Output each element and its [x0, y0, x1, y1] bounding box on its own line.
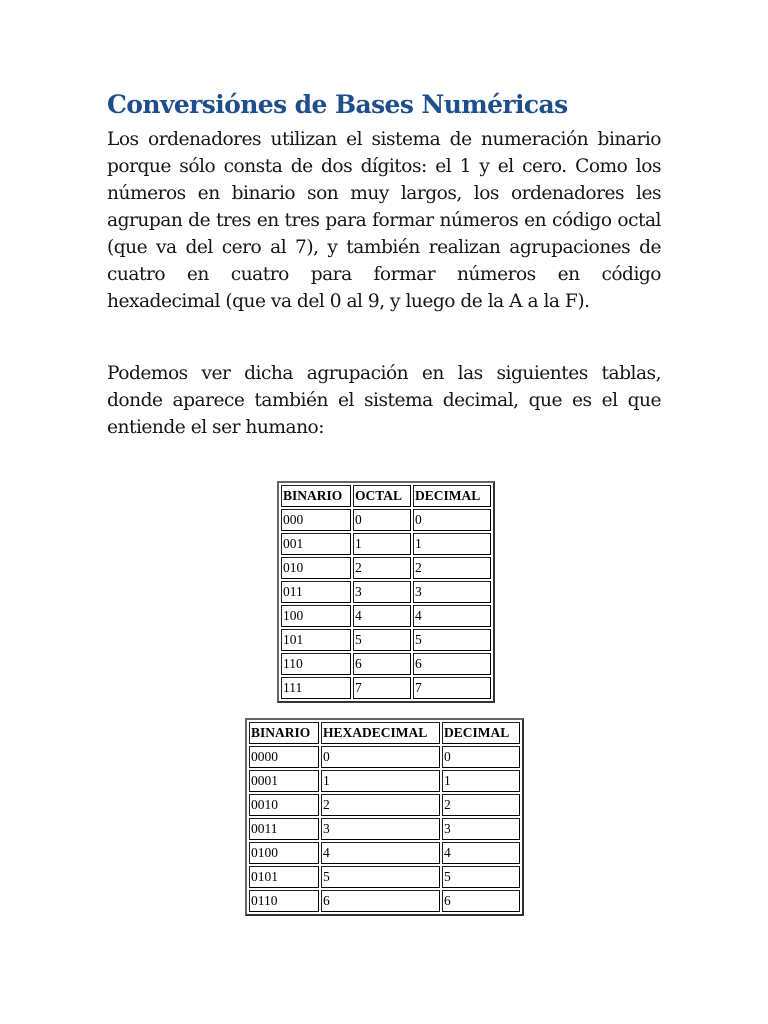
- decimal-cell: 0: [413, 509, 491, 531]
- table-header-row: [249, 722, 520, 744]
- table-row: [249, 770, 520, 792]
- binary-cell: 001: [281, 533, 351, 555]
- decimal-cell: 0: [442, 746, 520, 768]
- hexadecimal-cell: 4: [321, 842, 440, 864]
- binary-cell: 0100: [249, 842, 319, 864]
- hexadecimal-cell: 1: [321, 770, 440, 792]
- page-title: Conversiónes de Bases Numéricas: [107, 90, 568, 119]
- tables-intro-paragraph: Podemos ver dicha agrupación en las siguientes tablas, donde aparece también el sistema decimal, que es el que entiende el ser humano:: [107, 363, 661, 438]
- octal-cell: 5: [353, 629, 411, 651]
- table-row: [281, 653, 491, 675]
- decimal-cell: 5: [413, 629, 491, 651]
- decimal-cell: 3: [413, 581, 491, 603]
- hexadecimal-cell: 3: [321, 818, 440, 840]
- octal-cell: 6: [353, 653, 411, 675]
- decimal-cell: 3: [442, 818, 520, 840]
- table-row: [281, 677, 491, 699]
- column-header-binario: BINARIO: [281, 485, 351, 507]
- table-header-row: [281, 485, 491, 507]
- table-row: [281, 509, 491, 531]
- decimal-cell: 4: [442, 842, 520, 864]
- binary-cell: 0101: [249, 866, 319, 888]
- binary-cell: 0010: [249, 794, 319, 816]
- octal-cell: 1: [353, 533, 411, 555]
- binary-cell: 000: [281, 509, 351, 531]
- decimal-cell: 6: [442, 890, 520, 912]
- binary-octal-decimal-table: [277, 481, 495, 703]
- table-row: [249, 746, 520, 768]
- octal-cell: 4: [353, 605, 411, 627]
- intro-paragraph: Los ordenadores utilizan el sistema de numeración binario porque sólo consta de dos dígitos: el 1 y el cero. Como los números en binario son muy largos, los ordenadores les agrupan de tres en tres para formar números en código octal (que va del cero al 7), y también realizan agrupaciones de cuatro en cuatro para formar números en código hexadecimal (que va del 0 al 9, y luego de la A a la F).: [107, 129, 661, 312]
- decimal-cell: 1: [442, 770, 520, 792]
- hexadecimal-cell: 0: [321, 746, 440, 768]
- decimal-cell: 1: [413, 533, 491, 555]
- binary-cell: 101: [281, 629, 351, 651]
- binary-cell: 111: [281, 677, 351, 699]
- column-header-decimal: DECIMAL: [442, 722, 520, 744]
- table-row: [249, 890, 520, 912]
- decimal-cell: 7: [413, 677, 491, 699]
- hexadecimal-cell: 5: [321, 866, 440, 888]
- column-header-decimal: DECIMAL: [413, 485, 491, 507]
- hexadecimal-cell: 6: [321, 890, 440, 912]
- octal-cell: 2: [353, 557, 411, 579]
- column-header-octal: OCTAL: [353, 485, 411, 507]
- table-row: [281, 533, 491, 555]
- binary-cell: 0000: [249, 746, 319, 768]
- decimal-cell: 2: [413, 557, 491, 579]
- decimal-cell: 4: [413, 605, 491, 627]
- binary-cell: 100: [281, 605, 351, 627]
- octal-cell: 3: [353, 581, 411, 603]
- octal-cell: 0: [353, 509, 411, 531]
- table-row: [281, 629, 491, 651]
- binary-hexadecimal-decimal-table: [245, 718, 524, 916]
- table-row: [281, 605, 491, 627]
- column-header-binario: BINARIO: [249, 722, 319, 744]
- column-header-hexadecimal: HEXADECIMAL: [321, 722, 440, 744]
- table-row: [249, 842, 520, 864]
- binary-cell: 0011: [249, 818, 319, 840]
- table-row: [249, 794, 520, 816]
- decimal-cell: 2: [442, 794, 520, 816]
- octal-cell: 7: [353, 677, 411, 699]
- table-row: [249, 818, 520, 840]
- decimal-cell: 6: [413, 653, 491, 675]
- binary-cell: 0001: [249, 770, 319, 792]
- binary-cell: 011: [281, 581, 351, 603]
- table-row: [249, 866, 520, 888]
- binary-cell: 010: [281, 557, 351, 579]
- table-row: [281, 557, 491, 579]
- binary-cell: 0110: [249, 890, 319, 912]
- table-row: [281, 581, 491, 603]
- hexadecimal-cell: 2: [321, 794, 440, 816]
- decimal-cell: 5: [442, 866, 520, 888]
- binary-cell: 110: [281, 653, 351, 675]
